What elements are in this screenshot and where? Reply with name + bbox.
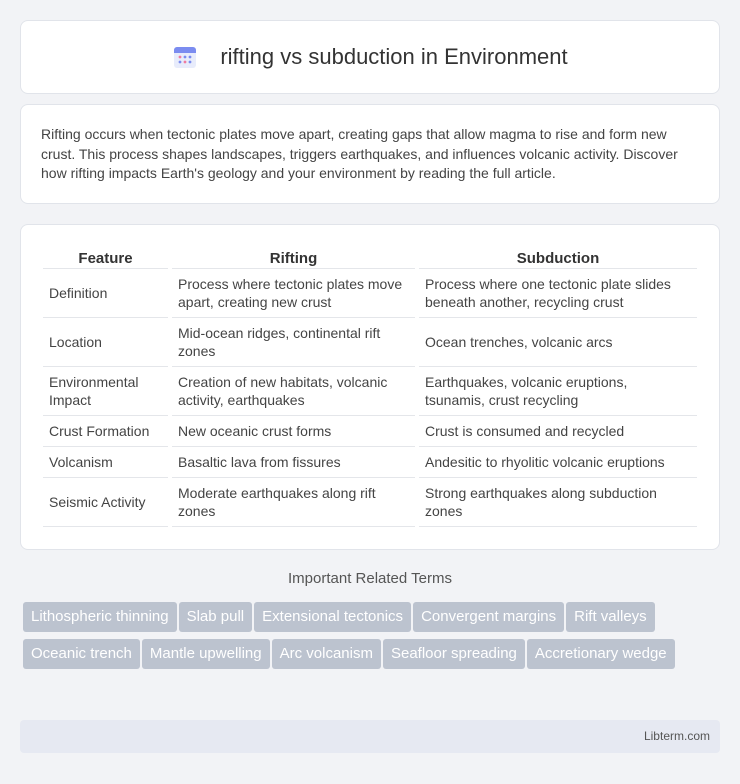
intro-text: Rifting occurs when tectonic plates move apart, creating gaps that allow magma to rise and form new crust. This process shapes landscapes, triggers earthquakes, and influences volcanic activity. Discover how rifting impacts Earth's geology and your environment by reading the full article. xyxy=(41,126,678,181)
subduction-cell: Ocean trenches, volcanic arcs xyxy=(419,318,697,367)
calendar-icon xyxy=(172,44,198,70)
feature-cell: Volcanism xyxy=(43,447,168,478)
related-term-tag[interactable]: Rift valleys xyxy=(566,602,655,632)
table-row xyxy=(43,318,697,367)
table-row xyxy=(43,447,697,478)
feature-cell: Definition xyxy=(43,269,168,318)
intro-card xyxy=(20,104,720,204)
feature-cell: Location xyxy=(43,318,168,367)
table-row xyxy=(43,269,697,318)
related-term-tag[interactable]: Mantle upwelling xyxy=(142,639,270,669)
related-term-tag[interactable]: Lithospheric thinning xyxy=(23,602,177,632)
related-term-tag[interactable]: Arc volcanism xyxy=(272,639,381,669)
subduction-cell: Andesitic to rhyolitic volcanic eruptions xyxy=(419,447,697,478)
header-rifting: Rifting xyxy=(172,245,415,269)
related-term-tag[interactable]: Oceanic trench xyxy=(23,639,140,669)
footer-site-link[interactable]: Libterm.com xyxy=(643,729,710,743)
rifting-cell: Mid-ocean ridges, continental rift zones xyxy=(172,318,415,367)
feature-cell: Seismic Activity xyxy=(43,478,168,527)
rifting-cell: Creation of new habitats, volcanic activity, earthquakes xyxy=(172,367,415,416)
related-term-tag[interactable]: Accretionary wedge xyxy=(527,639,675,669)
related-term-tag[interactable]: Slab pull xyxy=(179,602,253,632)
rifting-cell: Process where tectonic plates move apart, creating new crust xyxy=(172,269,415,318)
comparison-table xyxy=(39,245,701,527)
page-title: rifting vs subduction in Environment xyxy=(220,44,568,69)
subduction-cell: Crust is consumed and recycled xyxy=(419,416,697,447)
table-row xyxy=(43,367,697,416)
footer xyxy=(20,720,720,753)
related-terms-list xyxy=(23,602,723,676)
rifting-cell: Moderate earthquakes along rift zones xyxy=(172,478,415,527)
feature-cell: Crust Formation xyxy=(43,416,168,447)
comparison-table-card xyxy=(20,224,720,550)
subduction-cell: Earthquakes, volcanic eruptions, tsunamis, crust recycling xyxy=(419,367,697,416)
related-term-tag[interactable]: Seafloor spreading xyxy=(383,639,525,669)
table-row xyxy=(43,478,697,527)
rifting-cell: Basaltic lava from fissures xyxy=(172,447,415,478)
header-subduction: Subduction xyxy=(419,245,697,269)
table-row xyxy=(43,416,697,447)
rifting-cell: New oceanic crust forms xyxy=(172,416,415,447)
table-header-row xyxy=(43,245,697,269)
subduction-cell: Process where one tectonic plate slides beneath another, recycling crust xyxy=(419,269,697,318)
related-term-tag[interactable]: Extensional tectonics xyxy=(254,602,411,632)
subduction-cell: Strong earthquakes along subduction zones xyxy=(419,478,697,527)
feature-cell: Environmental Impact xyxy=(43,367,168,416)
related-term-tag[interactable]: Convergent margins xyxy=(413,602,564,632)
title-card xyxy=(20,20,720,94)
header-feature: Feature xyxy=(43,245,168,269)
related-terms-title: Important Related Terms xyxy=(288,570,452,587)
